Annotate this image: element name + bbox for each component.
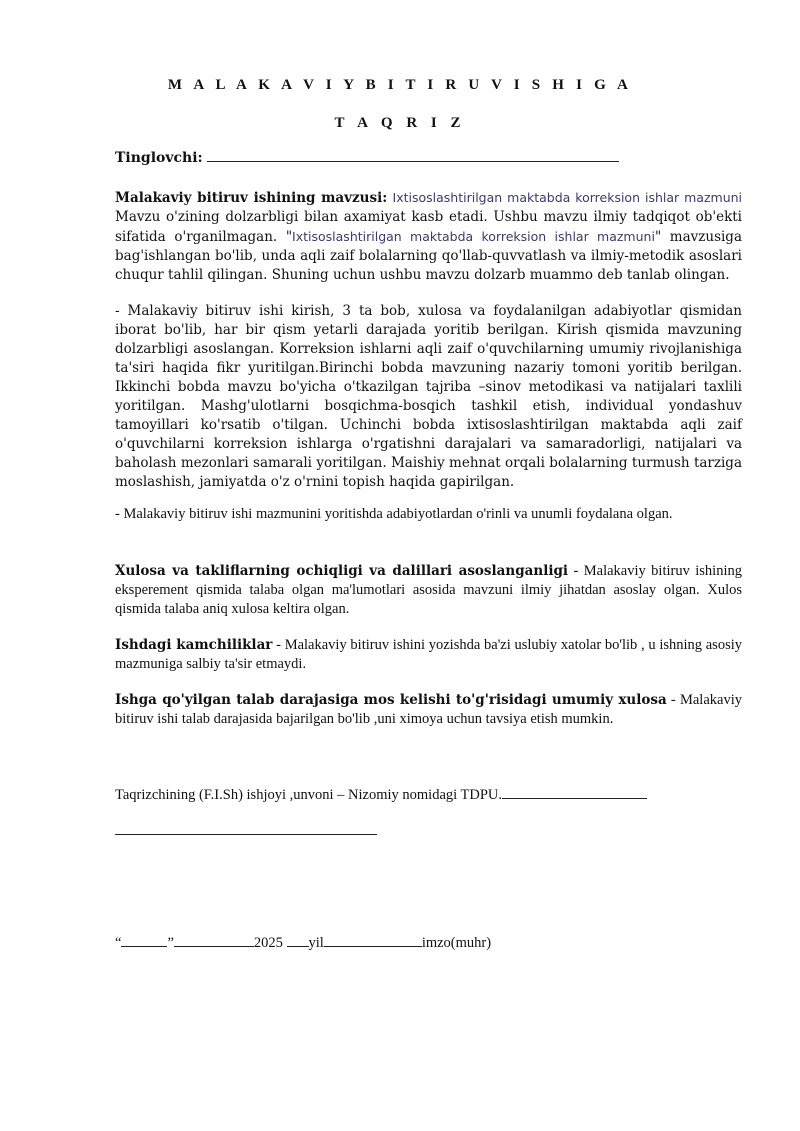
year-blank bbox=[287, 934, 309, 947]
topic-title: Ixtisoslashtirilgan maktabda korreksion ishlar mazmuni bbox=[392, 190, 743, 205]
general-text: - Malakaviy bitiruv ishi talab darajasida bajarilgan bo'lib ,uni ximoya uchun tavsiya etish mumkin. bbox=[115, 692, 742, 727]
date-open-quote: “ bbox=[115, 935, 122, 951]
date-year: 2025 bbox=[253, 935, 283, 951]
topic-paragraph bbox=[115, 188, 742, 285]
literature-paragraph: - Malakaviy bitiruv ishi mazmunini yoritishda adabiyotlardan o'rinli va unumli foydalana olgan. bbox=[115, 506, 673, 522]
reviewer-blank-2 bbox=[115, 822, 377, 835]
topic-text-2: " mavzusiga bag'ishlangan bo'lib, unda aqli zaif bolalarning qo'llab-quvvatlash va ilmiy-metodik asoslari chuqur tahlil qilingan. Shuning uchun ushbu mavzu dolzarb muammo deb tanlab olingan. bbox=[115, 229, 742, 283]
date-year-suffix: yil bbox=[308, 935, 324, 951]
signature-blank bbox=[324, 934, 422, 947]
reviewer-blank-line bbox=[115, 822, 377, 840]
day-blank bbox=[121, 934, 167, 947]
student-line bbox=[115, 150, 619, 166]
topic-text-1: Mavzu o'zining dolzarbligi bilan axamiyat kasb etadi. Ushbu mavzu ilmiy tadqiqot ob'ekti sifatida o'rganilmagan. " bbox=[115, 209, 742, 245]
reviewer-line bbox=[115, 786, 647, 804]
reviewer-text: Taqrizchining (F.I.Sh) ishjoyi ,unvoni – Nizomiy nomidagi TDPU. bbox=[115, 787, 503, 803]
student-label: Tinglovchi: bbox=[115, 150, 203, 166]
structure-paragraph: - Malakaviy bitiruv ishi kirish, 3 ta bob, xulosa va foydalanilgan adabiyotlar qismidan iborat bo'lib, har bir qism yetarli darajada yoritib berilgan. Kirish qismida mavzuning dolzarbligi asoslangan. Korreksion ishlarni aqli zaif o'quvchilarning umumiy rivojlanishiga ta'siri haqida fikr yuritilgan.Birinchi bobda mavzuning nazariy tomoni yoritib berilgan. Ikkinchi bobda mavzu bo'yicha o'tkazilgan tajriba –sinov metodikasi va natijalari taxlili yoritilgan. Mashg'ulotlarni bosqichma-bosqich tashkil etish, individual yondashuv tamoyillari ko'rsatib o'tilgan. Uchinchi bobda ixtisoslashtirilgan maktabda aqli zaif o'quvchilarni korreksion ishlarga o'rgatishni darajalari va samaradorligi, natijalari va baholash mezonlari samarali yoritilgan. Maishiy mehnat orqali bolalarning turmush tarziga moslashish, jamiyatda o'z o'rnini topish haqida gapirilgan. bbox=[115, 303, 742, 490]
date-close-quote: ” bbox=[167, 935, 174, 951]
topic-label: Malakaviy bitiruv ishining mavzusi: bbox=[115, 190, 388, 206]
document-title: M A L A K A V I Y B I T I R U V I S H I G A bbox=[167, 77, 633, 93]
reviewer-blank bbox=[502, 786, 647, 799]
month-blank bbox=[174, 934, 254, 947]
shortcomings-text: - Malakaviy bitiruv ishini yozishda ba'zi uslubiy xatolar bo'lib , u ishning asosiy mazmuniga salbiy ta'sir etmaydi. bbox=[115, 637, 742, 672]
date-signature-line bbox=[115, 934, 491, 952]
general-label: Ishga qo'yilgan talab darajasiga mos kelishi to'g'risidagi umumiy xulosa bbox=[115, 692, 667, 708]
document-subtitle: T A Q R I Z bbox=[334, 115, 466, 131]
shortcomings-label: Ishdagi kamchiliklar bbox=[115, 637, 273, 653]
conclusions-label: Xulosa va takliflarning ochiqligi va dalillari asoslanganligi bbox=[115, 563, 569, 579]
topic-quote: Ixtisoslashtirilgan maktabda korreksion ishlar mazmuni bbox=[292, 229, 655, 244]
signature-label: imzo(muhr) bbox=[421, 935, 492, 951]
student-blank bbox=[207, 161, 619, 162]
conclusions-text: - Malakaviy bitiruv ishining eksperement qismida talaba olgan ma'lumotlari asosida mavzuni ilmiy jihatdan asoslay olgan. Xulos qismida talaba aniq xulosa keltira olgan. bbox=[115, 563, 742, 617]
conclusions-paragraph bbox=[115, 562, 742, 619]
shortcomings-paragraph bbox=[115, 636, 742, 674]
general-conclusion-paragraph bbox=[115, 691, 742, 729]
